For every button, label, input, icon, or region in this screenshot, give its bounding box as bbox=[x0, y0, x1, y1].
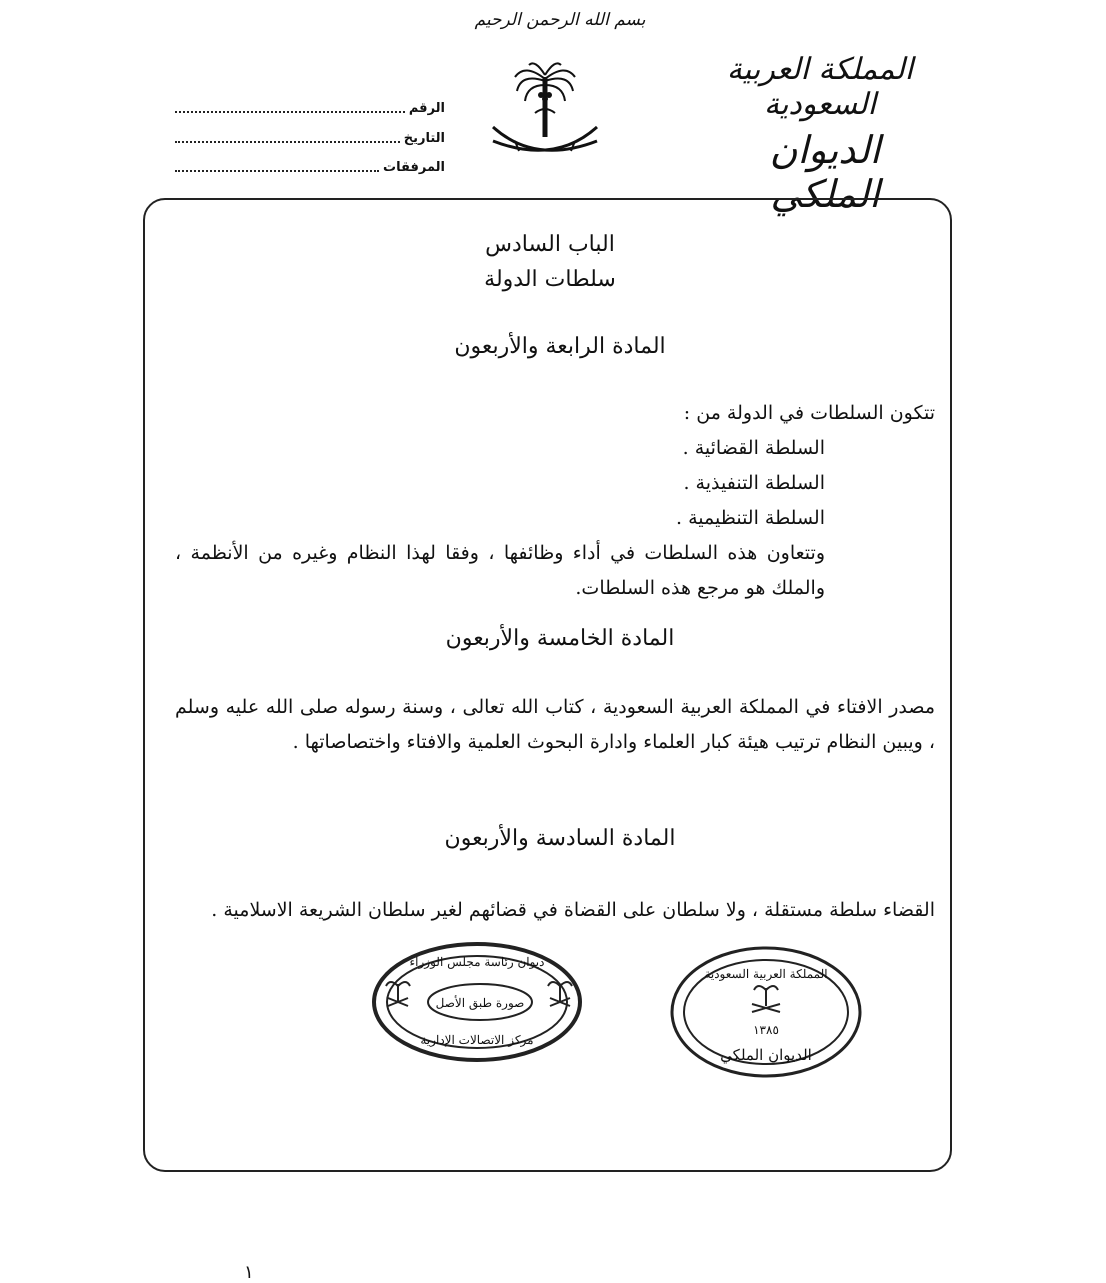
left-stamp-center-text: صورة طبق الأصل bbox=[435, 996, 525, 1010]
chapter-heading: الباب السادس bbox=[485, 232, 615, 257]
ref-attachments-field bbox=[175, 151, 445, 175]
left-stamp-top-text: ديوان رئاسة مجلس الوزراء bbox=[409, 955, 545, 969]
article-46-text: القضاء سلطة مستقلة ، ولا سلطان على القضاة في قضائهم لغير سلطان الشريعة الاسلامية . bbox=[211, 899, 935, 921]
article-44-heading: المادة الرابعة والأربعون bbox=[454, 334, 666, 359]
basmala: بسم الله الرحمن الرحيم bbox=[474, 10, 646, 30]
palm-swords-emblem-icon bbox=[485, 55, 605, 175]
article-45-body bbox=[175, 690, 935, 760]
article-44-intro: تتكون السلطات في الدولة من : bbox=[683, 402, 935, 424]
chapter-title: سلطات الدولة bbox=[484, 267, 616, 292]
article-46-heading: المادة السادسة والأربعون bbox=[444, 826, 676, 851]
article-44-item-executive: السلطة التنفيذية . bbox=[683, 472, 825, 494]
ref-number-dotted-line bbox=[175, 99, 405, 113]
article-44-item-regulatory: السلطة التنظيمية . bbox=[676, 507, 825, 529]
ref-date-label: التاريخ bbox=[403, 131, 445, 146]
article-44-item-judicial: السلطة القضائية . bbox=[682, 437, 825, 459]
royal-court-stamp bbox=[668, 944, 864, 1080]
ref-attachments-dotted-line bbox=[175, 158, 379, 172]
left-stamp-bottom-text: مركز الاتصالات الإدارية bbox=[420, 1033, 534, 1047]
ref-date-dotted-line bbox=[175, 129, 400, 143]
right-stamp-year: ١٣٨٥ bbox=[753, 1023, 779, 1037]
article-45-heading: المادة الخامسة والأربعون bbox=[445, 626, 675, 651]
council-of-ministers-stamp bbox=[370, 940, 584, 1064]
right-stamp-bottom-text: الديوان الملكي bbox=[720, 1046, 812, 1064]
kingdom-name: المملكة العربية السعودية bbox=[726, 52, 914, 122]
article-45-text: مصدر الافتاء في المملكة العربية السعودية ، كتاب الله تعالى ، وسنة رسوله صلى الله عليه وسلم ، ويبين النظام ترتيب هيئة كبار العلماء وادارة البحوث العلمية والافتاء واختصاصاتها . bbox=[175, 696, 935, 753]
article-44-body bbox=[175, 396, 935, 606]
royal-court-name: الديوان الملكي bbox=[769, 128, 881, 216]
ref-attachments-label: المرفقات bbox=[383, 160, 445, 175]
ref-date-field bbox=[175, 122, 445, 146]
ref-number-field bbox=[175, 92, 445, 116]
article-46-body bbox=[175, 893, 935, 928]
ref-number-label: الرقم bbox=[408, 101, 445, 116]
page-number: ١ bbox=[244, 1262, 254, 1283]
right-stamp-top-text: المملكة العربية السعودية bbox=[704, 967, 828, 981]
article-44-closing: وتتعاون هذه السلطات في أداء وظائفها ، وفقا لهذا النظام وغيره من الأنظمة ، والملك هو مرجع هذه السلطات. bbox=[175, 542, 825, 599]
